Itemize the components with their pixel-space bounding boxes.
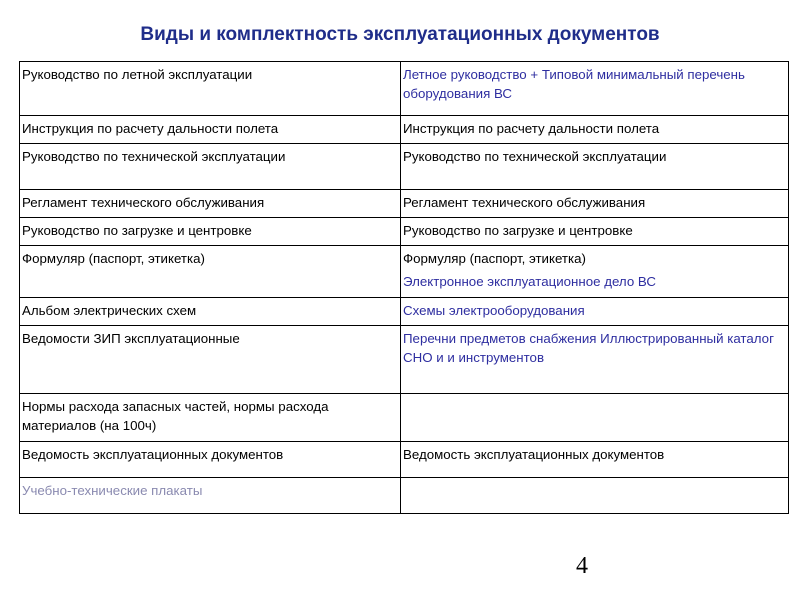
table-cell-left: Ведомости ЗИП эксплуатационные bbox=[20, 326, 401, 394]
page-number: 4 bbox=[576, 553, 588, 579]
table-cell-left: Формуляр (паспорт, этикетка) bbox=[20, 246, 401, 298]
documents-table bbox=[19, 61, 789, 514]
table-cell-right: Инструкция по расчету дальности полета bbox=[401, 116, 789, 144]
table-cell-left: Учебно-технические плакаты bbox=[20, 478, 401, 514]
table-cell-right: Руководство по загрузке и центровке bbox=[401, 218, 789, 246]
table-cell-right: Регламент технического обслуживания bbox=[401, 190, 789, 218]
table-row bbox=[20, 442, 789, 478]
table-cell-left: Руководство по загрузке и центровке bbox=[20, 218, 401, 246]
table-row bbox=[20, 116, 789, 144]
table-cell-right: Руководство по технической эксплуатации bbox=[401, 144, 789, 190]
table-row bbox=[20, 326, 789, 394]
table-row bbox=[20, 190, 789, 218]
table-cell-right bbox=[401, 246, 789, 298]
table-row bbox=[20, 62, 789, 116]
table-cell-right: Ведомость эксплуатационных документов bbox=[401, 442, 789, 478]
table-cell-right: Схемы электрооборудования bbox=[401, 298, 789, 326]
table-row bbox=[20, 218, 789, 246]
table-row bbox=[20, 246, 789, 298]
table-cell-right bbox=[401, 394, 789, 442]
cell-text-extra: Электронное эксплуатационное дело ВС bbox=[403, 274, 656, 289]
table-cell-left: Регламент технического обслуживания bbox=[20, 190, 401, 218]
cell-text: Формуляр (паспорт, этикетка) bbox=[403, 251, 586, 266]
table-cell-left: Ведомость эксплуатационных документов bbox=[20, 442, 401, 478]
table-cell-left: Альбом электрических схем bbox=[20, 298, 401, 326]
table-cell-left: Руководство по технической эксплуатации bbox=[20, 144, 401, 190]
slide-title: Виды и комплектность эксплуатационных документов bbox=[140, 24, 660, 45]
table-row bbox=[20, 298, 789, 326]
table-cell-left: Руководство по летной эксплуатации bbox=[20, 62, 401, 116]
table-cell-right: Перечни предметов снабжения Иллюстрированный каталог СНО и и инструментов bbox=[401, 326, 789, 394]
table-cell-left: Нормы расхода запасных частей, нормы расхода материалов (на 100ч) bbox=[20, 394, 401, 442]
table-row bbox=[20, 144, 789, 190]
table-row bbox=[20, 478, 789, 514]
table-cell-right: Летное руководство + Типовой минимальный перечень оборудования ВС bbox=[401, 62, 789, 116]
table-row bbox=[20, 394, 789, 442]
table-cell-left: Инструкция по расчету дальности полета bbox=[20, 116, 401, 144]
table-cell-right bbox=[401, 478, 789, 514]
